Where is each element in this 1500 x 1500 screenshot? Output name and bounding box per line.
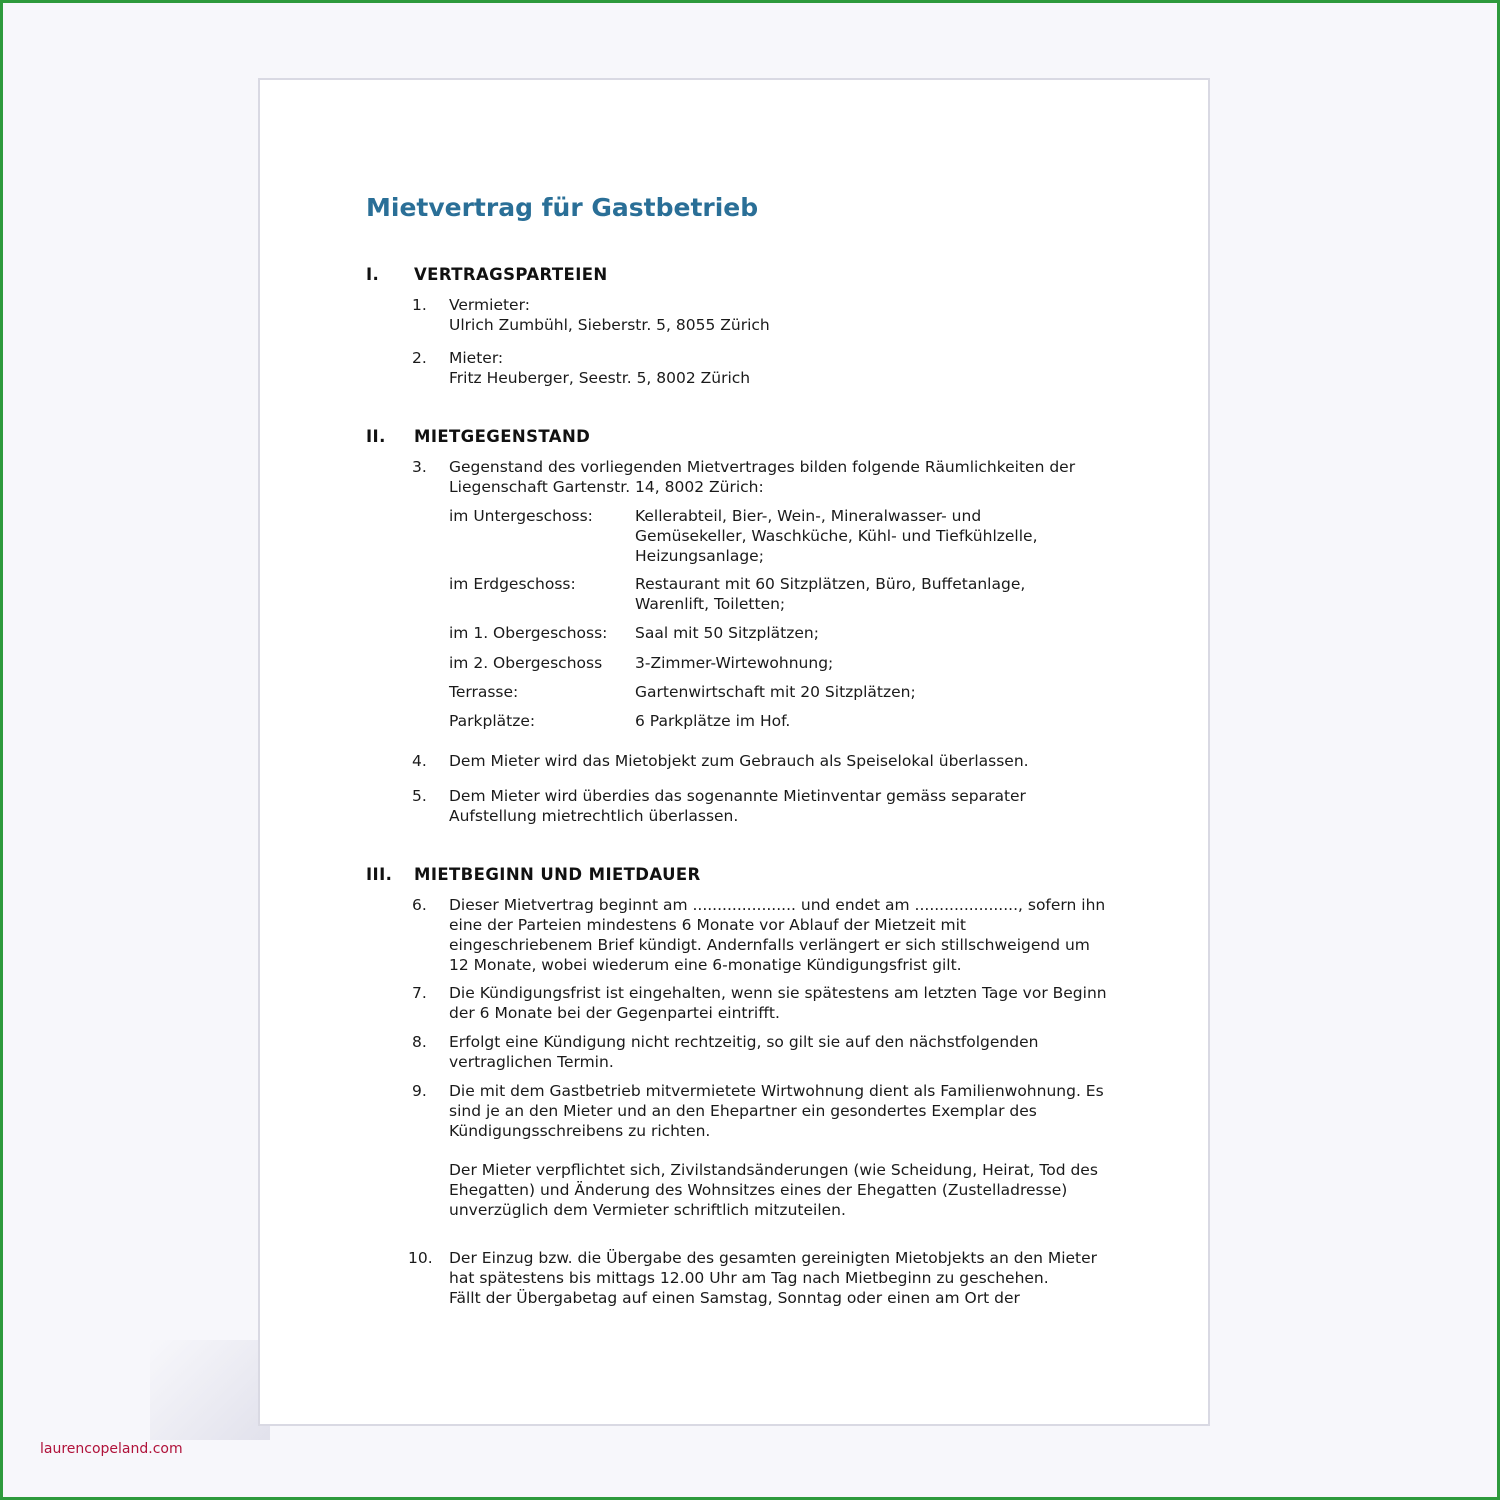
room-floor: im Erdgeschoss: xyxy=(449,575,576,593)
clause-text: Die mit dem Gastbetrieb mitvermietete Wirtwohnung dient als Familienwohnung. Es sind je an den Mieter und an den Ehepartner ein gesondertes Exemplar des Kündigungsschreibens zu richten. xyxy=(449,1082,1104,1140)
page-shadow xyxy=(150,1340,270,1440)
room-description: Kellerabteil, Bier-, Wein-, Mineralwasser- und Gemüsekeller, Waschküche, Kühl- und Tiefkühlzelle, Heizungsanlage; xyxy=(635,507,1038,565)
clause-number: 3. xyxy=(412,458,427,476)
room-floor: im 1. Obergeschoss: xyxy=(449,624,608,642)
watermark-text: laurencopeland.com xyxy=(40,1441,183,1457)
clause-number: 4. xyxy=(412,752,427,770)
room-floor: Parkplätze: xyxy=(449,712,536,730)
clause-number: 7. xyxy=(412,984,427,1002)
clause-number: 2. xyxy=(412,349,427,367)
clause-number: 1. xyxy=(412,296,427,314)
clause-number: 10. xyxy=(408,1249,433,1267)
section-label: MIETBEGINN UND MIETDAUER xyxy=(414,865,701,884)
clause-number: 9. xyxy=(412,1082,427,1100)
room-floor: Terrasse: xyxy=(449,683,519,701)
document-title: Mietvertrag für Gastbetrieb xyxy=(366,193,759,222)
clause-text: Mieter: Fritz Heuberger, Seestr. 5, 8002 Zürich xyxy=(449,349,751,387)
clause-text: Gegenstand des vorliegenden Mietvertrages bilden folgende Räumlichkeiten der Liegenschaft Gartenstr. 14, 8002 Zürich: xyxy=(449,458,1076,496)
section-label: VERTRAGSPARTEIEN xyxy=(414,265,608,284)
clause-number: 5. xyxy=(412,787,427,805)
room-floor: im Untergeschoss: xyxy=(449,507,593,525)
section-number: I. xyxy=(366,265,380,284)
clause-text: Dem Mieter wird das Mietobjekt zum Gebrauch als Speiselokal überlassen. xyxy=(449,752,1029,770)
clause-text: Der Einzug bzw. die Übergabe des gesamten gereinigten Mietobjekts an den Mieter hat spätestens bis mittags 12.00 Uhr am Tag nach Mietbeginn zu geschehen. Fällt der Übergabetag auf einen Samstag, Sonntag oder einen am Ort der xyxy=(449,1249,1098,1307)
clause-paragraph: Der Mieter verpflichtet sich, Zivilstandsänderungen (wie Scheidung, Heirat, Tod des Ehegatten) und Änderung des Wohnsitzes eines der Ehegatten (Zustelladresse) unverzüglich dem Vermieter schriftlich mitzuteilen. xyxy=(449,1161,1098,1219)
room-description: Saal mit 50 Sitzplätzen; xyxy=(635,624,819,642)
clause-text: Dieser Mietvertrag beginnt am ..................... und endet am ....................., sofern ihn eine der Parteien mindestens 6 Monate vor Ablauf der Mietzeit mit eingeschriebenem Brief kündigt. Andernfalls verlängert er sich stillschweigend um 12 Monate, wobei wiederum eine 6-monatige Kündigungsfrist gilt. xyxy=(449,896,1106,974)
room-description: Gartenwirtschaft mit 20 Sitzplätzen; xyxy=(635,683,916,701)
document-page xyxy=(258,78,1210,1426)
section-label: MIETGEGENSTAND xyxy=(414,427,591,446)
clause-number: 6. xyxy=(412,896,427,914)
section-number: III. xyxy=(366,865,393,884)
room-floor: im 2. Obergeschoss xyxy=(449,654,603,672)
room-description: 6 Parkplätze im Hof. xyxy=(635,712,791,730)
section-number: II. xyxy=(366,427,386,446)
clause-text: Erfolgt eine Kündigung nicht rechtzeitig, so gilt sie auf den nächstfolgenden vertraglichen Termin. xyxy=(449,1033,1039,1071)
clause-text: Vermieter: Ulrich Zumbühl, Sieberstr. 5, 8055 Zürich xyxy=(449,296,770,334)
clause-text: Dem Mieter wird überdies das sogenannte Mietinventar gemäss separater Aufstellung mietrechtlich überlassen. xyxy=(449,787,1026,825)
room-description: 3-Zimmer-Wirtewohnung; xyxy=(635,654,834,672)
clause-text: Die Kündigungsfrist ist eingehalten, wenn sie spätestens am letzten Tage vor Beginn der 6 Monate bei der Gegenpartei eintrifft. xyxy=(449,984,1107,1022)
clause-number: 8. xyxy=(412,1033,427,1051)
room-description: Restaurant mit 60 Sitzplätzen, Büro, Buffetanlage, Warenlift, Toiletten; xyxy=(635,575,1026,613)
